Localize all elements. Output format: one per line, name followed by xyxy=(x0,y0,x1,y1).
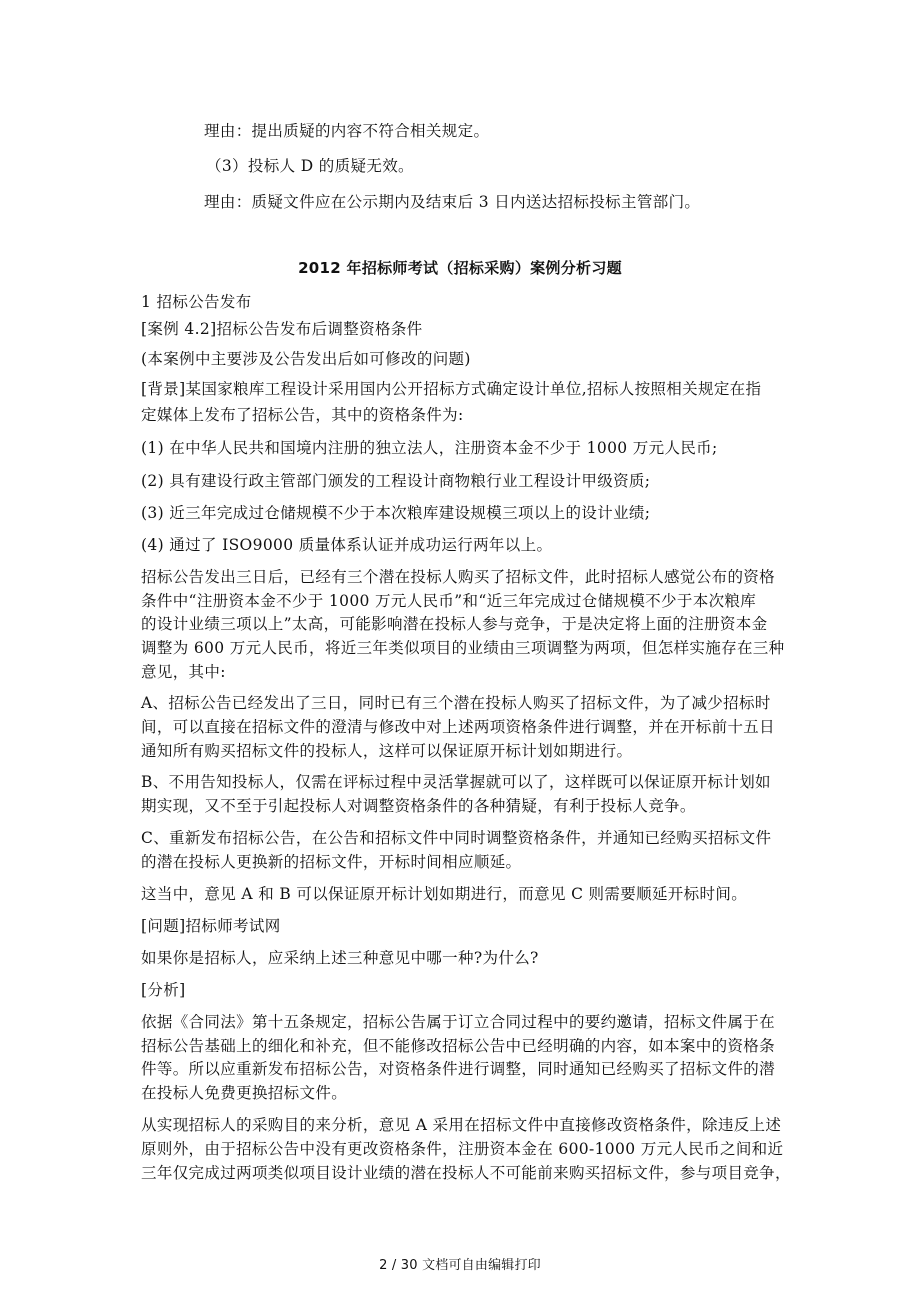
body-line: (本案例中主要涉及公告发出后如可修改的问题) xyxy=(141,350,471,368)
body-line: 在投标人免费更换招标文件。 xyxy=(141,1084,348,1102)
body-line: 三年仅完成过两项类似项目设计业绩的潜在投标人不可能前来购买招标文件，参与项目竞争， xyxy=(141,1164,791,1182)
body-line: [问题]招标师考试网 xyxy=(141,917,281,935)
body-line: 招标公告发出三日后，已经有三个潜在投标人购买了招标文件，此时招标人感觉公布的资格 xyxy=(141,568,776,586)
reason-line-2: 理由：质疑文件应在公示期内及结束后 3 日内送达招标投标主管部门。 xyxy=(204,193,701,211)
body-line: B、不用告知投标人，仅需在评标过程中灵活掌握就可以了，这样既可以保证原开标计划如 xyxy=(141,773,771,791)
body-line: 件等。所以应重新发布招标公告，对资格条件进行调整，同时通知已经购买了招标文件的潜 xyxy=(141,1060,776,1078)
body-line: 期实现，又不至于引起投标人对调整资格条件的各种猜疑，有利于投标人竞争。 xyxy=(141,797,696,815)
body-line: [分析] xyxy=(141,981,186,999)
body-line: 的设计业绩三项以上”太高，可能影响潜在投标人参与竞争，于是决定将上面的注册资本金 xyxy=(141,615,768,633)
body-line: C、重新发布招标公告，在公告和招标文件中同时调整资格条件，并通知已经购买招标文件 xyxy=(141,829,772,847)
body-line: (2) 具有建设行政主管部门颁发的工程设计商物粮行业工程设计甲级资质; xyxy=(141,472,651,490)
body-line: 条件中“注册资本金不少于 1000 万元人民币”和“近三年完成过仓储规模不少于本次粮库 xyxy=(141,592,757,610)
body-line: 从实现招标人的采购目的来分析，意见 A 采用在招标文件中直接修改资格条件，除违反上述 xyxy=(141,1116,782,1134)
body-line: 招标公告基础上的细化和补充，但不能修改招标公告中已经明确的内容，如本案中的资格条 xyxy=(141,1037,776,1055)
body-line: [背景]某国家粮库工程设计采用国内公开招标方式确定设计单位,招标人按照相关规定在指 xyxy=(141,380,762,398)
page-footer: 2 / 30 文档可自由编辑打印 xyxy=(379,1258,541,1273)
body-line: 的潜在投标人更换新的招标文件，开标时间相应顺延。 xyxy=(141,853,522,871)
body-line: 原则外，由于招标公告中没有更改资格条件，注册资本金在 600-1000 万元人民币之间和近 xyxy=(141,1140,784,1158)
body-line: 意见，其中: xyxy=(141,663,226,681)
section-title: 2012 年招标师考试（招标采购）案例分析习题 xyxy=(298,259,622,277)
body-line: 定媒体上发布了招标公告，其中的资格条件为: xyxy=(141,406,464,424)
body-line: (4) 通过了 ISO9000 质量体系认证并成功运行两年以上。 xyxy=(141,536,553,554)
reason-line-1: 理由：提出质疑的内容不符合相关规定。 xyxy=(204,122,490,140)
item-3-line: （3）投标人 D 的质疑无效。 xyxy=(206,157,414,175)
body-line: 依据《合同法》第十五条规定，招标公告属于订立合同过程中的要约邀请，招标文件属于在 xyxy=(141,1013,776,1031)
body-line: 1 招标公告发布 xyxy=(141,293,252,311)
body-line: 如果你是招标人，应采纳上述三种意见中哪一种?为什么? xyxy=(141,949,539,967)
body-line: [案例 4.2]招标公告发布后调整资格条件 xyxy=(141,320,423,338)
body-line: (3) 近三年完成过仓储规模不少于本次粮库建设规模三项以上的设计业绩; xyxy=(141,504,651,522)
body-line: 调整为 600 万元人民币，将近三年类似项目的业绩由三项调整为两项，但怎样实施存在三种 xyxy=(141,639,785,657)
body-line: 间，可以直接在招标文件的澄清与修改中对上述两项资格条件进行调整，并在开标前十五日 xyxy=(141,718,776,736)
body-line: (1) 在中华人民共和国境内注册的独立法人，注册资本金不少于 1000 万元人民币; xyxy=(141,439,718,457)
body-line: 通知所有购买招标文件的投标人，这样可以保证原开标计划如期进行。 xyxy=(141,742,633,760)
body-line: A、招标公告已经发出了三日，同时已有三个潜在投标人购买了招标文件，为了减少招标时 xyxy=(141,694,771,712)
body-line: 这当中，意见 A 和 B 可以保证原开标计划如期进行，而意见 C 则需要顺延开标时间。 xyxy=(141,885,748,903)
